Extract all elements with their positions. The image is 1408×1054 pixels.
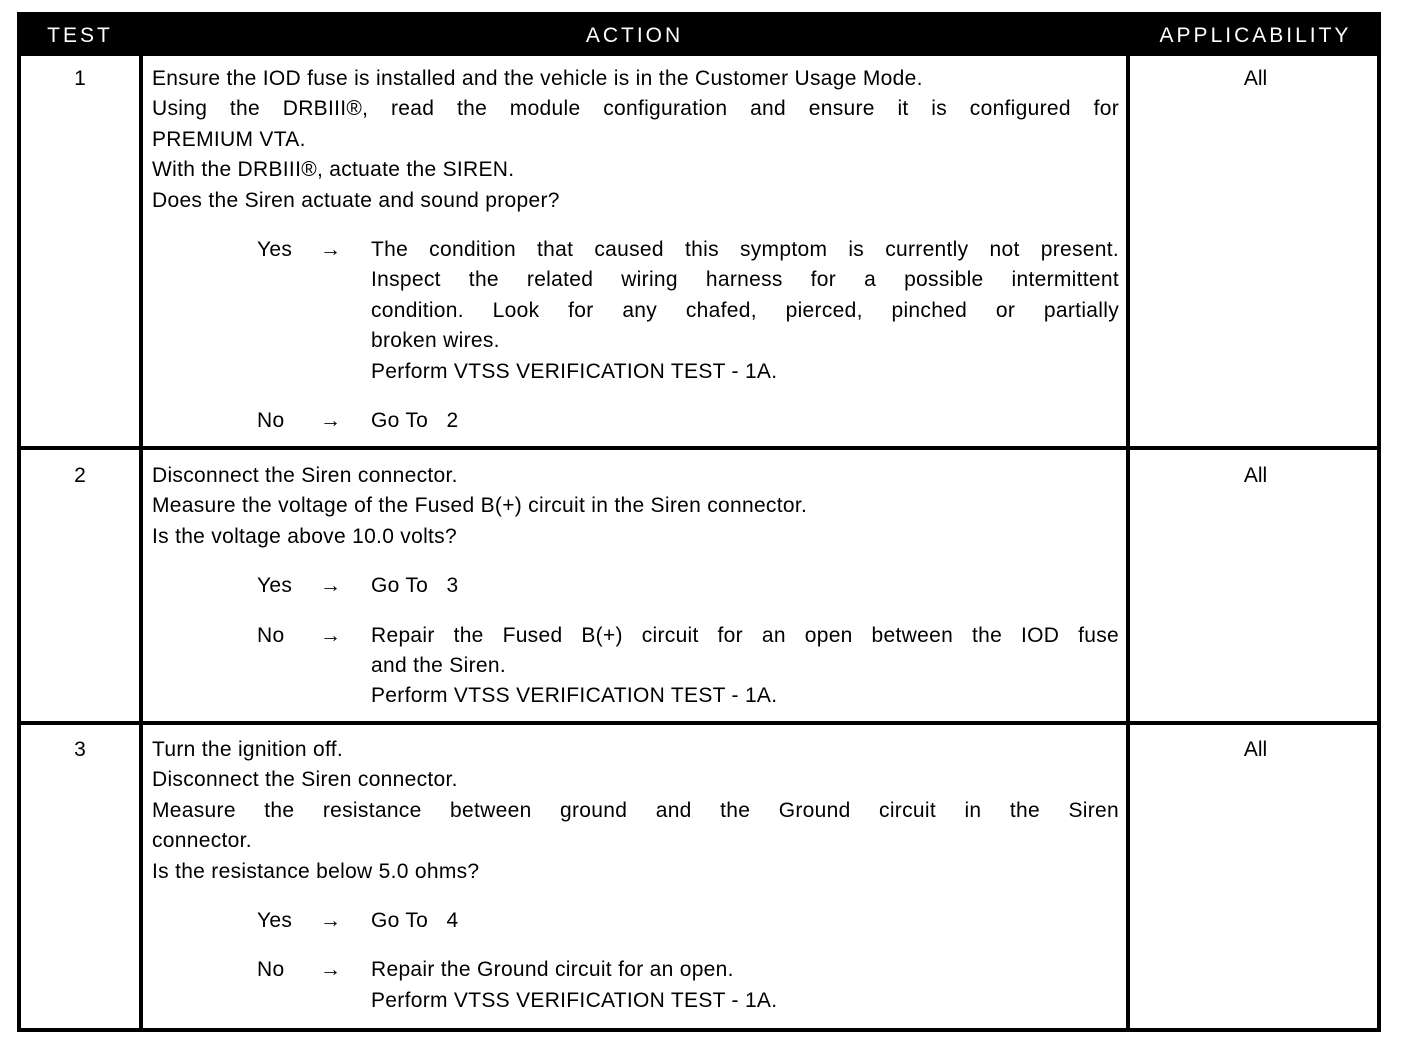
yes-label: Yes [257,574,293,598]
response-line: Perform VTSS VERIFICATION TEST - 1A. [371,988,778,1012]
response-line: Repair the Fused B(+) circuit for an open between the IOD fuse [371,623,1119,647]
instruction-line: PREMIUM VTA. [152,127,306,151]
response-line: and the Siren. [371,654,506,678]
no-response [152,621,1119,712]
header-test: TEST [47,24,113,47]
arrow-right-icon: → [320,909,342,933]
instruction-line: Disconnect the Siren connector. [152,464,458,487]
yes-response [152,571,1119,601]
instruction-line: Ensure the IOD fuse is installed and the vehicle is in the Customer Usage Mode. [152,67,923,90]
no-label: No [257,409,285,433]
test-action [152,735,1119,1016]
no-response [152,955,1119,1016]
test-action [152,461,1119,712]
instruction-line: connector. [152,829,252,853]
instruction-line: Measure the voltage of the Fused B(+) circuit in the Siren connector. [152,494,808,518]
row-divider [21,721,1377,725]
arrow-right-icon: → [320,409,342,433]
instruction-line: Is the resistance below 5.0 ohms? [152,859,480,883]
instruction-line: Turn the ignition off. [152,738,344,761]
test-applicability: All [1243,67,1268,90]
row-divider [21,446,1377,450]
test-applicability: All [1243,464,1268,487]
instruction-line: Measure the resistance between ground and the Ground circuit in the Siren [152,798,1119,822]
yes-response [152,235,1119,387]
header-applicability: APPLICABILITY [1159,24,1352,47]
instruction-line: With the DRBIII®, actuate the SIREN. [152,158,515,182]
table-header [21,16,1377,56]
arrow-right-icon: → [320,238,342,262]
response-line: Go To 4 [371,909,459,933]
test-action [152,64,1119,436]
response-line: Go To 2 [371,409,459,433]
yes-response [152,906,1119,936]
instruction-line: Disconnect the Siren connector. [152,768,458,792]
arrow-right-icon: → [320,958,342,982]
yes-label: Yes [257,238,293,262]
arrow-right-icon: → [320,574,342,598]
response-line: Go To 3 [371,574,459,598]
response-line: Inspect the related wiring harness for a possible intermittent [371,268,1119,292]
header-action: ACTION [585,24,684,47]
test-number: 1 [74,67,86,90]
test-applicability: All [1243,738,1268,761]
arrow-right-icon: → [320,623,342,647]
diagnostic-test-table [17,12,1381,1032]
instruction-line: Does the Siren actuate and sound proper? [152,188,560,212]
no-label: No [257,623,285,647]
response-line: Repair the Ground circuit for an open. [371,958,734,982]
no-response [152,406,1119,436]
instruction-line: Using the DRBIII®, read the module configuration and ensure it is configured for [152,97,1119,121]
yes-label: Yes [257,909,293,933]
response-line: Perform VTSS VERIFICATION TEST - 1A. [371,684,778,708]
instruction-line: Is the voltage above 10.0 volts? [152,524,457,548]
response-line: condition. Look for any chafed, pierced, pinched or partially [371,298,1119,322]
response-line: broken wires. [371,329,500,353]
response-line: Perform VTSS VERIFICATION TEST - 1A. [371,359,778,383]
response-line: The condition that caused this symptom is currently not present. [371,238,1119,262]
test-number: 3 [74,738,86,761]
no-label: No [257,958,285,982]
test-number: 2 [74,464,86,487]
column-divider [1126,56,1130,1028]
column-divider [139,56,143,1028]
